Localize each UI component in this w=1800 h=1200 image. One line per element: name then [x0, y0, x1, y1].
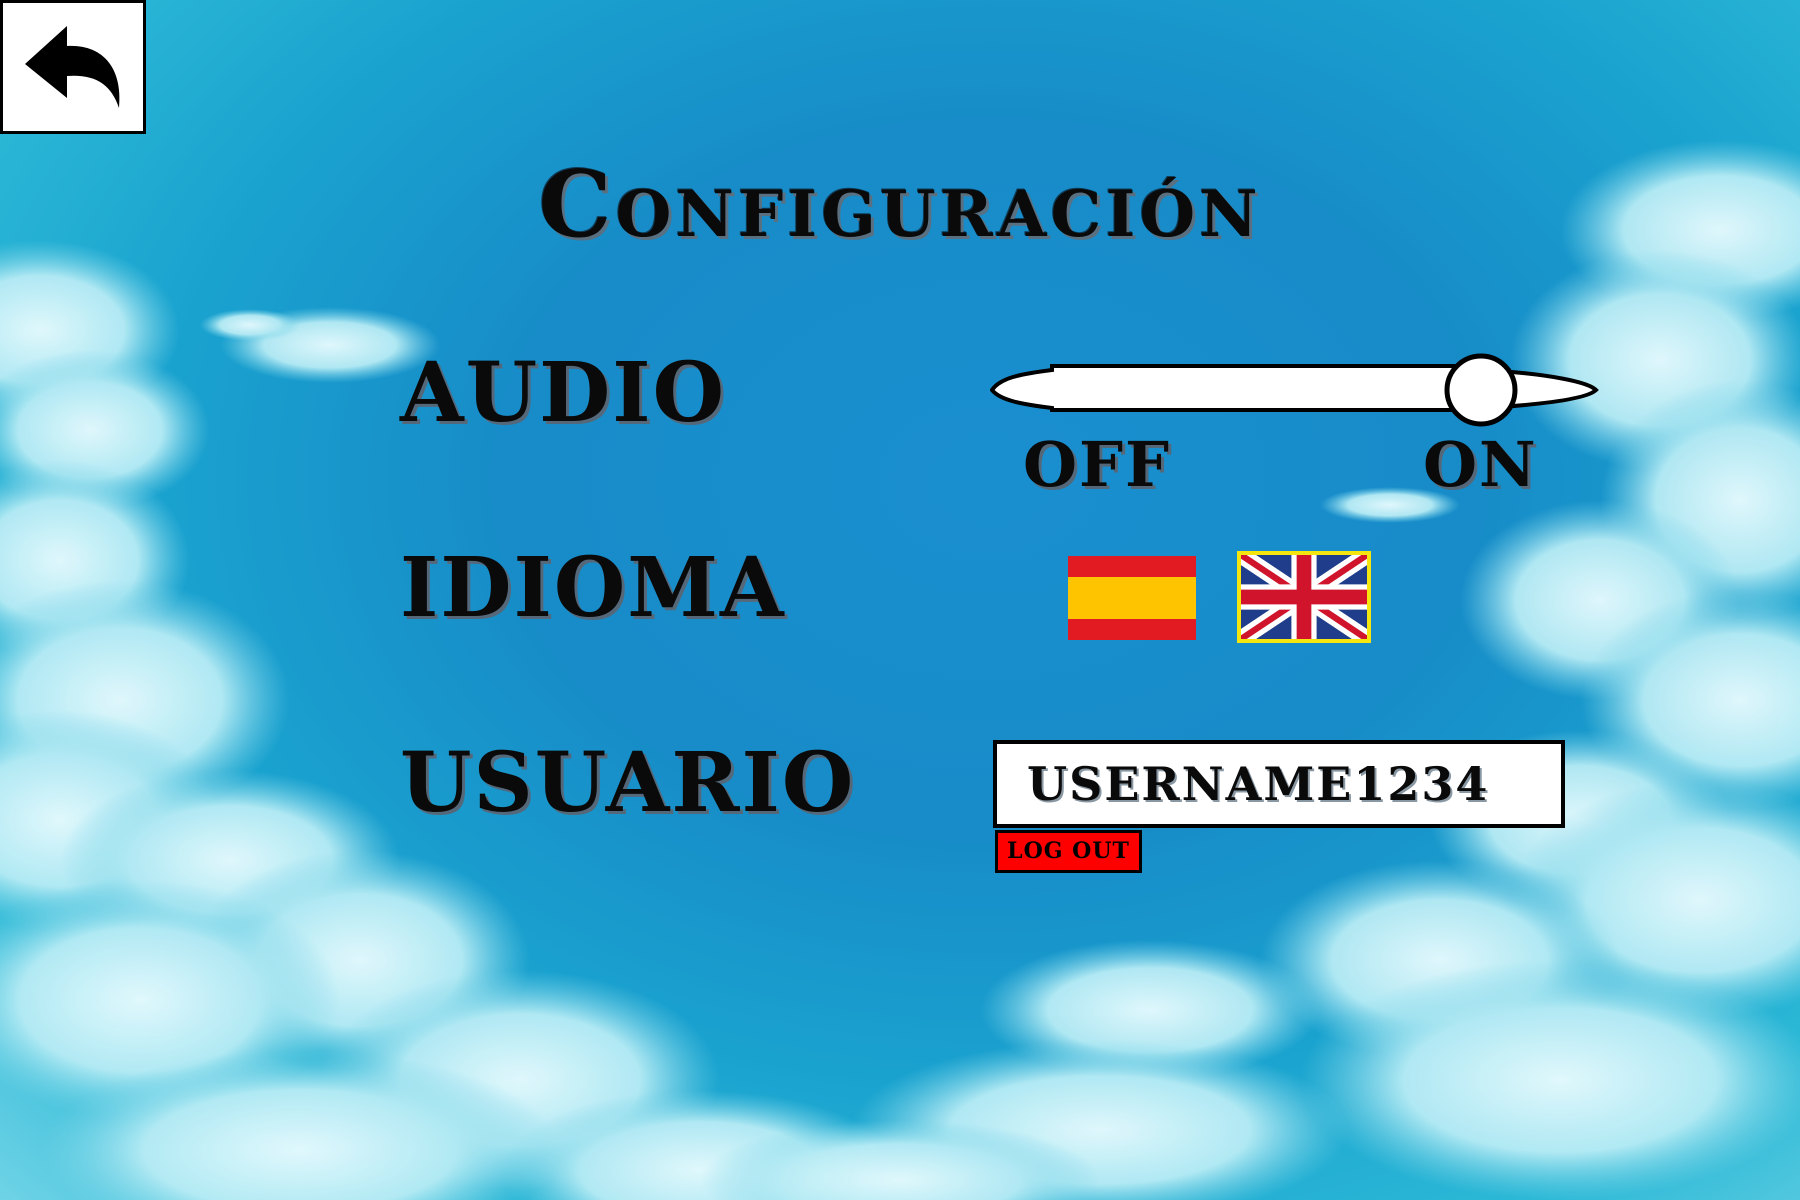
- audio-off-label: OFF: [1023, 428, 1172, 501]
- language-label: IDIOMA: [400, 540, 786, 636]
- audio-slider[interactable]: [990, 352, 1600, 428]
- uk-flag-icon[interactable]: [1237, 551, 1371, 643]
- page-title: Configuración: [538, 150, 1262, 258]
- spain-flag-icon[interactable]: [1068, 556, 1196, 640]
- back-button[interactable]: [0, 0, 146, 134]
- logout-button[interactable]: LOG OUT: [995, 830, 1142, 873]
- username-field[interactable]: USERNAME1234: [993, 740, 1565, 828]
- audio-slider-knob[interactable]: [1447, 356, 1515, 424]
- user-label: USUARIO: [400, 735, 856, 831]
- audio-label: AUDIO: [400, 345, 727, 441]
- back-arrow-icon: [21, 22, 125, 112]
- audio-on-label: ON: [1423, 428, 1538, 501]
